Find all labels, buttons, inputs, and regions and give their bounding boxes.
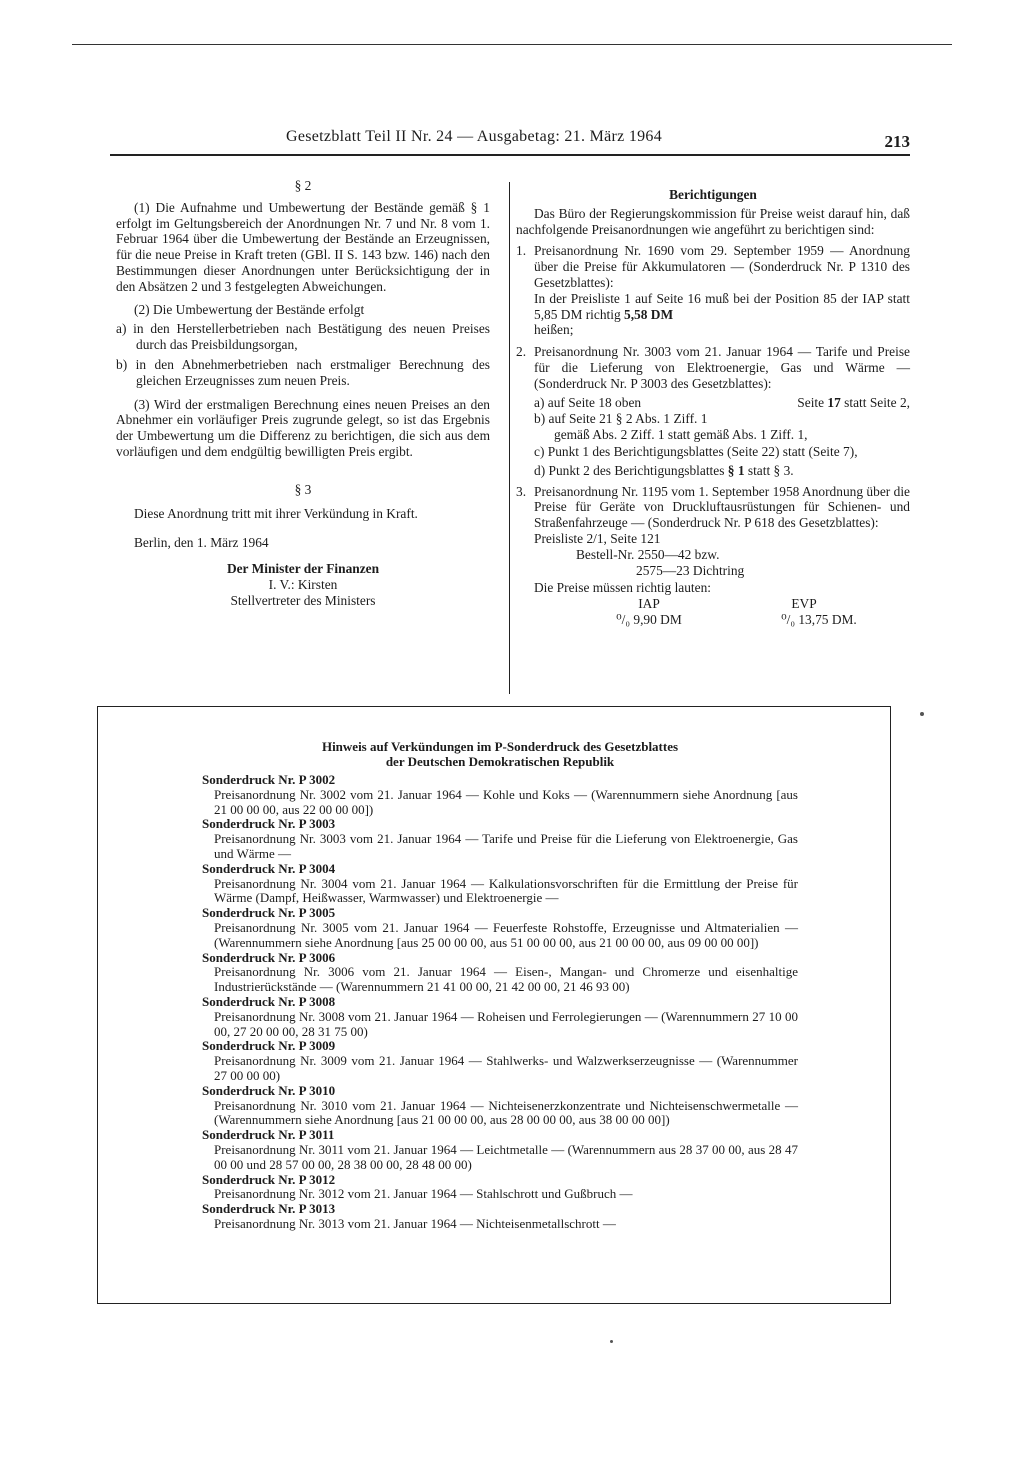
correction-item-3-order-1: Bestell-Nr. 2550—42 bzw. <box>576 546 720 562</box>
correction-item-2-text: Preisanordnung Nr. 3003 vom 21. Januar 1964 — Tarife und Preise für die Lieferung von Elektroenergie, Gas und Wärme — (Sonderdruck Nr. P 3003 des Gesetzblattes): <box>534 344 910 391</box>
correction-item-1 <box>516 243 910 338</box>
price-column-evp: EVP <box>791 596 817 612</box>
notice-entry-text: Preisanordnung Nr. 3004 vom 21. Januar 1964 — Kalkulationsvorschriften für die Ermittlung der Preise für Wärme (Dampf, Heißwasser, Warmwasser) und Elektroenergie — <box>214 875 798 906</box>
signature-place-date: Berlin, den 1. März 1964 <box>134 535 269 551</box>
correction-item-2-a-right-pre: Seite <box>797 394 828 410</box>
correction-item-2-b-line-2: gemäß Abs. 2 Ziff. 1 statt gemäß Abs. 1 Ziff. 1, <box>554 427 808 443</box>
correction-item-3-number: 3. <box>516 483 527 499</box>
correction-item-3 <box>516 484 910 628</box>
correction-item-2-d <box>534 463 910 479</box>
notice-entry-text: Preisanordnung Nr. 3009 vom 21. Januar 1964 — Stahlwerks- und Walzwerkserzeugnisse — (Warennummer 27 00 00 00) <box>214 1053 798 1083</box>
section-2-paragraph-2: (2) Die Umbewertung der Bestände erfolgt <box>134 301 365 317</box>
correction-item-1-detail-text: In der Preisliste 1 auf Seite 16 muß bei der Position 85 der IAP statt 5,85 DM richtig <box>534 290 910 322</box>
notice-entry-text: Preisanordnung Nr. 3013 vom 21. Januar 1964 — Nichteisenmetallschrott — <box>214 1215 616 1231</box>
section-2-item-a: a) in den Herstellerbetrieben nach Bestätigung des neuen Preises durch das Preisbildungsorgan, <box>116 321 490 353</box>
correction-item-2-a-left: a) auf Seite 18 oben <box>534 394 642 410</box>
notice-entry <box>202 951 798 995</box>
correction-item-2-b-line-1: b) auf Seite 21 § 2 Abs. 1 Ziff. 1 <box>534 411 708 427</box>
correction-item-2-number: 2. <box>516 344 527 360</box>
top-rule <box>72 44 952 45</box>
signature-office: Der Minister der Finanzen <box>226 561 380 577</box>
section-2-item-b: b) in den Abnehmerbetrieben nach erstmaliger Berechnung des gleichen Erzeugnisses zum neuen Preis. <box>116 356 490 388</box>
section-3-heading: § 3 <box>294 481 312 497</box>
correction-item-1-detail-end: heißen; <box>534 322 574 338</box>
price-value-iap: ⁰/₀ 9,90 DM <box>616 611 682 627</box>
notice-entry-head: Sonderdruck Nr. P 3005 <box>202 905 336 921</box>
notice-entries <box>202 773 798 1232</box>
correction-item-1-number: 1. <box>516 243 527 259</box>
header-rule <box>110 154 910 156</box>
corrections-intro: Das Büro der Regierungskommission für Preise weist darauf hin, daß nachfolgende Preisanordnungen wie angeführt zu berichtigen sind: <box>516 205 910 237</box>
header-title: Gesetzblatt Teil II Nr. 24 — Ausgabetag: 21. März 1964 <box>286 128 663 145</box>
correction-item-3-must: Die Preise müssen richtig lauten: <box>534 580 712 596</box>
correction-item-1-text: Preisanordnung Nr. 1690 vom 29. September 1959 — Anordnung über die Preise für Akkumulatoren — (Sonderdruck Nr. P 1310 des Gesetzblattes): <box>534 243 910 290</box>
notice-entry <box>202 1202 798 1232</box>
correction-item-2-d-post: statt § 3. <box>744 462 794 478</box>
notice-entry <box>202 906 798 950</box>
correction-item-1-detail-value: 5,58 DM <box>624 306 674 322</box>
correction-item-3-order-2: 2575—23 Dichtring <box>636 562 745 578</box>
correction-item-1-detail <box>534 291 910 323</box>
notice-entry-head: Sonderdruck Nr. P 3003 <box>202 816 336 832</box>
notice-heading-line-1: Hinweis auf Verkündungen im P-Sonderdruck des Gesetzblattes <box>321 739 679 754</box>
notice-entry-text: Preisanordnung Nr. 3008 vom 21. Januar 1964 — Roheisen und Ferrolegierungen — (Warennummern 27 10 00 00, 27 20 00 00, 28 31 75 00) <box>214 1008 798 1039</box>
notice-heading <box>202 739 798 769</box>
section-2-paragraph-3: (3) Wird der erstmaligen Berechnung eines neuen Preises an den Abnehmer ein vorläufiger Preis zugrunde gelegt, so ist das Ergebnis der Umbewertung um die Differenz zu berichtigen, die sich aus dem vorläufigen und dem endgültig bewilligten Preis ergibt. <box>116 396 490 459</box>
correction-item-3-text: Preisanordnung Nr. 1195 vom 1. September 1958 Anordnung über die Preise für Geräte von Druckluftausrüstungen für Schienen- und Straßenfahrzeuge — (Sonderdruck Nr. P 618 des Gesetzblattes): <box>534 483 910 531</box>
correction-item-3-price-values <box>534 612 910 628</box>
correction-item-3-list: Preisliste 2/1, Seite 121 <box>534 530 661 546</box>
correction-item-2-a <box>534 395 910 411</box>
notice-entry-head: Sonderdruck Nr. P 3012 <box>202 1171 336 1187</box>
correction-item-2-d-pre: d) Punkt 2 des Berichtigungsblattes <box>534 462 728 478</box>
section-2-paragraph-1: (1) Die Aufnahme und Umbewertung der Bestände gemäß § 1 erfolgt im Geltungsbereich der Anordnungen Nr. 7 und Nr. 8 vom 1. Februar 1964 über die Umbewertung der Bestände an Erzeugnissen, für die neue Preise in Kraft treten (GBl. II S. 143 bzw. 146) nach den Bestimmungen dieser Anordnungen unter Berücksichtigung der in den Absätzen 2 und 3 festgelegten Abweichungen. <box>116 199 490 294</box>
notice-entry <box>202 817 798 861</box>
notice-entry-text: Preisanordnung Nr. 3002 vom 21. Januar 1964 — Kohle und Koks — (Warennummern siehe Anordnung [aus 21 00 00 00, aus 22 00 00 00]) <box>214 786 798 817</box>
page-header <box>110 128 910 152</box>
notice-entry <box>202 1128 798 1172</box>
notice-entry <box>202 1173 798 1203</box>
signature-role: Stellvertreter des Ministers <box>230 592 376 608</box>
right-column <box>516 187 910 628</box>
correction-item-3-price-header <box>534 596 910 612</box>
notice-entry-head: Sonderdruck Nr. P 3006 <box>202 949 336 965</box>
correction-item-2-a-right-bold: 17 <box>827 394 841 410</box>
notice-entry-text: Preisanordnung Nr. 3003 vom 21. Januar 1964 — Tarife und Preise für die Lieferung von Elektroenergie, Gas und Wärme — <box>214 831 798 861</box>
notice-entry-head: Sonderdruck Nr. P 3011 <box>202 1127 335 1143</box>
notice-entry-text: Preisanordnung Nr. 3012 vom 21. Januar 1964 — Stahlschrott und Gußbruch — <box>214 1186 633 1202</box>
notice-entry <box>202 862 798 906</box>
notice-entry-head: Sonderdruck Nr. P 3010 <box>202 1082 336 1098</box>
correction-item-2-c: c) Punkt 1 des Berichtigungsblattes (Seite 22) statt (Seite 7), <box>534 443 858 459</box>
notice-entry-head: Sonderdruck Nr. P 3013 <box>202 1201 336 1217</box>
column-divider <box>509 182 510 694</box>
correction-item-2-d-bold: § 1 <box>727 462 745 478</box>
section-3-paragraph-1: Diese Anordnung tritt mit ihrer Verkündung in Kraft. <box>134 505 418 521</box>
notice-entry-text: Preisanordnung Nr. 3011 vom 21. Januar 1964 — Leichtmetalle — (Warennummern aus 28 37 00 00, aus 28 47 00 00 und 28 57 00 00, 28 38 00 00, 28 48 00 00) <box>214 1141 798 1172</box>
notice-entry-text: Preisanordnung Nr. 3010 vom 21. Januar 1964 — Nichteisenerzkonzentrate und Nichteisenschwermetalle — (Warennummern siehe Anordnung [aus 21 00 00 00, aus 28 00 00 00, aus 38 00 00 00]) <box>214 1097 798 1128</box>
notice-box <box>97 706 891 1304</box>
scan-speck <box>610 1340 613 1343</box>
notice-entry <box>202 1039 798 1083</box>
section-2-heading: § 2 <box>294 178 312 193</box>
correction-item-2-a-right <box>797 395 910 411</box>
signature-signer: I. V.: Kirsten <box>268 576 338 592</box>
notice-entry <box>202 1084 798 1128</box>
price-column-iap: IAP <box>638 596 660 612</box>
correction-item-2 <box>516 344 910 478</box>
notice-entry-head: Sonderdruck Nr. P 3009 <box>202 1038 336 1054</box>
notice-entry-text: Preisanordnung Nr. 3005 vom 21. Januar 1964 — Feuerfeste Rohstoffe, Erzeugnisse und Altmaterialien — (Warennummern siehe Anordnung [aus 25 00 00 00, aus 51 00 00 00, aus 21 00 00 00, aus 09 00 00 00]) <box>214 919 798 950</box>
notice-heading-line-2: der Deutschen Demokratischen Republik <box>385 754 615 769</box>
notice-entry-head: Sonderdruck Nr. P 3002 <box>202 772 336 787</box>
page-number: 213 <box>884 132 910 151</box>
notice-entry-text: Preisanordnung Nr. 3006 vom 21. Januar 1964 — Eisen-, Mangan- und Chromerze und eisenhaltige Industrierückstände — (Warennummern 21 41 00 00, 21 42 00 00, 21 46 93 00) <box>214 964 798 995</box>
left-column <box>116 178 490 609</box>
notice-entry <box>202 773 798 817</box>
notice-content <box>202 739 798 1232</box>
scan-speck <box>920 712 924 716</box>
notice-entry <box>202 995 798 1039</box>
corrections-heading: Berichtigungen <box>669 187 757 202</box>
notice-entry-head: Sonderdruck Nr. P 3004 <box>202 860 336 876</box>
correction-item-2-a-right-post: statt Seite 2, <box>840 394 910 410</box>
price-value-evp: ⁰/₀ 13,75 DM. <box>781 611 857 627</box>
notice-entry-head: Sonderdruck Nr. P 3008 <box>202 993 336 1009</box>
